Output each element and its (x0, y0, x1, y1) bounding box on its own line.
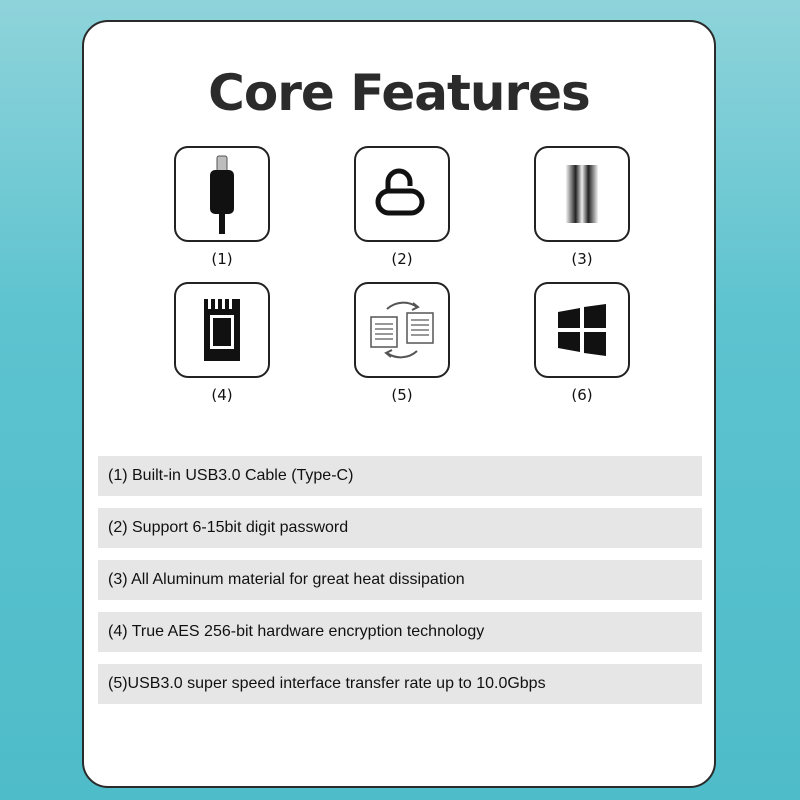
icon-cell-4 (162, 282, 282, 404)
feature-item-5: (5)USB3.0 super speed interface transfer rate up to 10.0Gbps (98, 664, 702, 704)
icon-cell-2 (342, 146, 462, 268)
usb-type-c-cable-icon (192, 154, 252, 234)
chip-icon (192, 297, 252, 363)
icon-label-3: (3) (571, 250, 593, 268)
icon-grid (84, 146, 714, 426)
icon-cell-3 (522, 146, 642, 268)
feature-item-2: (2) Support 6-15bit digit password (98, 508, 702, 548)
icon-box-3 (534, 146, 630, 242)
icon-box-5 (354, 282, 450, 378)
feature-list (98, 456, 702, 716)
icon-box-1 (174, 146, 270, 242)
icon-label-6: (6) (571, 386, 593, 404)
icon-cell-6 (522, 282, 642, 404)
page-title: Core Features (208, 64, 590, 122)
icon-label-1: (1) (211, 250, 233, 268)
icon-box-4 (174, 282, 270, 378)
aluminum-bar-icon (552, 159, 612, 229)
icon-box-6 (534, 282, 630, 378)
icon-cell-1 (162, 146, 282, 268)
icon-label-5: (5) (391, 386, 413, 404)
feature-item-4: (4) True AES 256-bit hardware encryption technology (98, 612, 702, 652)
windows-logo-icon (554, 302, 610, 358)
feature-item-3: (3) All Aluminum material for great heat dissipation (98, 560, 702, 600)
feature-card (82, 20, 716, 788)
feature-item-1: (1) Built-in USB3.0 Cable (Type-C) (98, 456, 702, 496)
icon-cell-5 (342, 282, 462, 404)
file-transfer-icon (365, 297, 439, 363)
icon-label-2: (2) (391, 250, 413, 268)
icon-box-2 (354, 146, 450, 242)
lock-icon (372, 164, 432, 224)
icon-label-4: (4) (211, 386, 233, 404)
